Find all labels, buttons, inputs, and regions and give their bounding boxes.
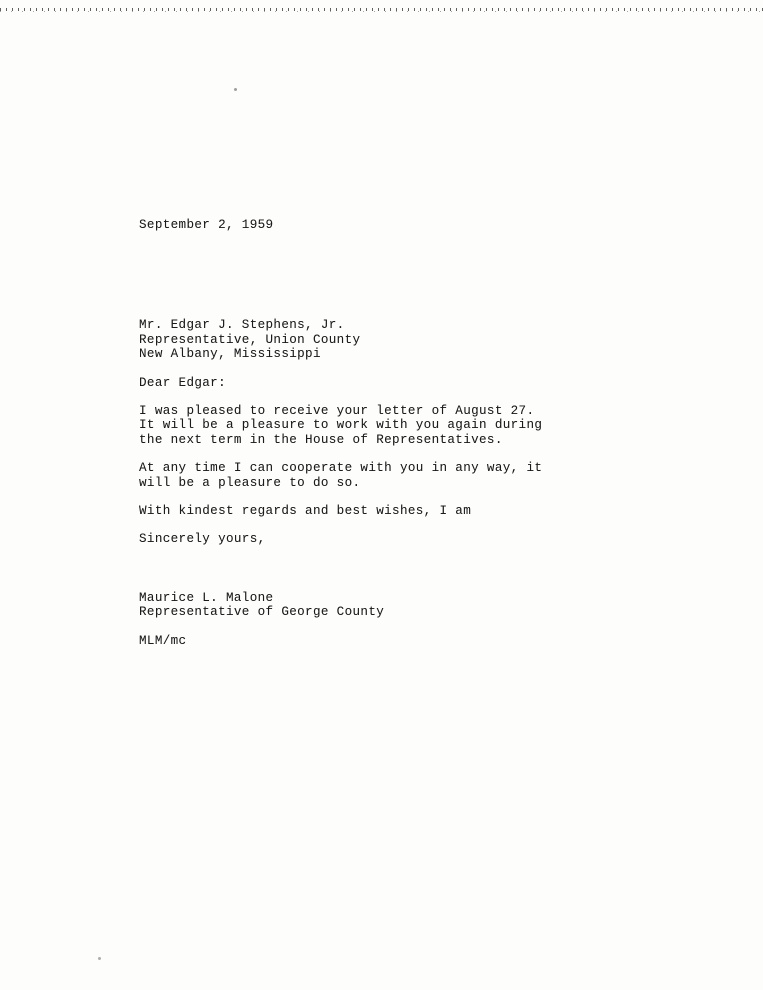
paragraph xyxy=(139,461,659,490)
reference-initials-line: MLM/mc xyxy=(139,633,187,648)
reference-initials xyxy=(139,634,659,648)
signature-space xyxy=(139,547,659,591)
paragraph-line: will be a pleasure to do so. xyxy=(139,475,361,490)
date-block xyxy=(139,218,659,232)
paragraph-line: It will be a pleasure to work with you again during xyxy=(139,418,543,433)
spacer xyxy=(139,390,659,404)
paragraph-line: At any time I can cooperate with you in any way, it xyxy=(139,461,543,476)
closing-line: Sincerely yours, xyxy=(139,532,266,547)
signature-block xyxy=(139,591,659,620)
paragraph-line: the next term in the House of Representatives. xyxy=(139,432,503,447)
recipient-address-block xyxy=(139,318,659,361)
salutation-line: Dear Edgar: xyxy=(139,375,226,390)
spacer xyxy=(139,232,659,318)
scan-edge-artifact-secondary xyxy=(0,11,763,12)
letter-body xyxy=(139,218,659,648)
signer-name: Maurice L. Malone xyxy=(139,590,274,605)
paragraph-line: I was pleased to receive your letter of August 27. xyxy=(139,404,535,419)
salutation xyxy=(139,376,659,390)
spacer xyxy=(139,620,659,634)
spacer xyxy=(139,518,659,532)
spacer xyxy=(139,362,659,376)
paragraph xyxy=(139,504,659,518)
signer-title: Representative of George County xyxy=(139,605,385,620)
recipient-line: Mr. Edgar J. Stephens, Jr. xyxy=(139,318,345,333)
recipient-line: New Albany, Mississippi xyxy=(139,347,321,362)
spacer xyxy=(139,447,659,461)
paragraph-line: With kindest regards and best wishes, I am xyxy=(139,504,472,519)
recipient-line: Representative, Union County xyxy=(139,332,361,347)
scan-speck xyxy=(234,88,237,91)
paragraph xyxy=(139,404,659,447)
scan-speck xyxy=(98,957,101,960)
spacer xyxy=(139,490,659,504)
closing xyxy=(139,532,659,546)
letter-date: September 2, 1959 xyxy=(139,218,274,232)
